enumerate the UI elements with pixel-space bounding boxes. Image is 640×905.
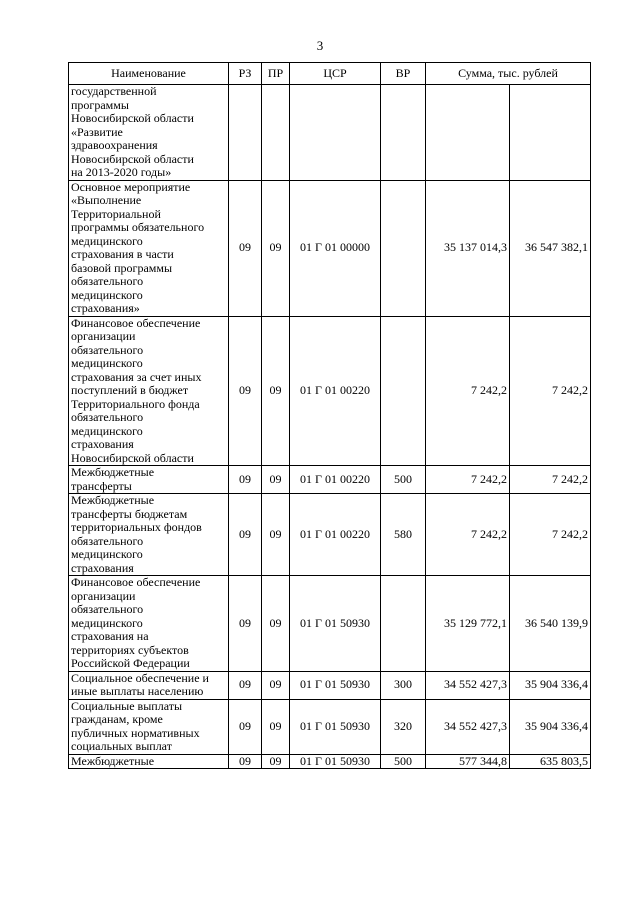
cell-name [69, 466, 229, 494]
cell-pr: 09 [262, 466, 290, 494]
cell-name-line: публичных нормативных [71, 725, 200, 740]
cell-name-line: трансферты [71, 478, 132, 493]
cell-name-line: Новосибирской области [71, 151, 194, 166]
cell-csr: 01 Г 01 00220 [290, 316, 381, 466]
page-number: 3 [316, 38, 324, 53]
cell-csr [290, 85, 381, 181]
cell-name-line: страхования на [71, 629, 149, 643]
cell-pr: 09 [262, 699, 290, 754]
cell-name-line: Основное мероприятие [71, 179, 191, 194]
cell-name-line: Межбюджетные [71, 465, 155, 479]
header-csr: ЦСР [290, 63, 381, 85]
cell-sum-first: 7 242,2 [426, 466, 510, 494]
cell-name-line: Межбюджетные [71, 753, 155, 768]
cell-rz: 09 [229, 494, 262, 576]
cell-sum-first: 577 344,8 [426, 754, 510, 769]
cell-sum-first [426, 85, 510, 181]
cell-sum-first: 34 552 427,3 [426, 699, 510, 754]
cell-name-line: программы обязательного [71, 220, 205, 234]
cell-name [69, 699, 229, 754]
cell-vr: 500 [381, 754, 426, 769]
cell-name-line: «Развитие [71, 124, 123, 139]
table-row [69, 316, 591, 466]
table-row [69, 180, 591, 316]
cell-csr: 01 Г 01 50930 [290, 754, 381, 769]
cell-pr: 09 [262, 754, 290, 769]
cell-name-line: страхования в части [71, 247, 174, 261]
cell-sum-first: 35 137 014,3 [426, 180, 510, 316]
table-row [69, 494, 591, 576]
cell-name-line: медицинского [71, 356, 143, 370]
table-row [69, 576, 591, 672]
cell-rz: 09 [229, 671, 262, 699]
cell-sum-first: 7 242,2 [426, 494, 510, 576]
cell-rz: 09 [229, 180, 262, 316]
cell-name-line: страхования» [71, 301, 140, 315]
cell-name-line: трансферты бюджетам [71, 506, 188, 521]
cell-vr [381, 316, 426, 466]
cell-name-line: «Выполнение [71, 193, 142, 207]
header-vr: ВР [381, 63, 426, 85]
cell-name [69, 85, 229, 181]
table-row [69, 754, 591, 769]
cell-name-line: медицинского [71, 233, 143, 248]
cell-sum-second: 36 540 139,9 [510, 576, 591, 672]
header-sum: Сумма, тыс. рублей [426, 63, 591, 85]
cell-pr [262, 85, 290, 181]
cell-csr: 01 Г 01 00000 [290, 180, 381, 316]
cell-pr: 09 [262, 180, 290, 316]
cell-name-line: Межбюджетные [71, 493, 155, 507]
cell-vr: 500 [381, 466, 426, 494]
cell-name-line: обязательного [71, 533, 144, 548]
cell-name-line: иные выплаты населению [71, 684, 204, 698]
cell-name-line: Новосибирской области [71, 111, 194, 125]
cell-sum-second: 635 803,5 [510, 754, 591, 769]
cell-vr: 580 [381, 494, 426, 576]
cell-pr: 09 [262, 494, 290, 576]
cell-name-line: медицинского [71, 423, 143, 438]
cell-name-line: на 2013-2020 годы» [71, 165, 172, 179]
table-row [69, 466, 591, 494]
cell-vr: 320 [381, 699, 426, 754]
cell-rz: 09 [229, 699, 262, 754]
cell-name-line: страхования [71, 560, 134, 575]
cell-rz [229, 85, 262, 181]
cell-name-line: Финансовое обеспечение [71, 575, 201, 589]
table-row [69, 671, 591, 699]
table-header-row [69, 63, 591, 85]
cell-vr [381, 180, 426, 316]
cell-name-line: территориях субъектов [71, 642, 189, 657]
cell-csr: 01 Г 01 00220 [290, 466, 381, 494]
table-row [69, 85, 591, 181]
cell-name-line: здравоохранения [71, 138, 158, 152]
cell-name-line: обязательного [71, 410, 144, 424]
table-row [69, 699, 591, 754]
cell-name-line: Российской Федерации [71, 656, 190, 670]
cell-name-line: Территориального фонда [71, 396, 200, 411]
cell-name-line: Социальное обеспечение и [71, 670, 209, 685]
cell-name-line: базовой программы [71, 260, 173, 275]
cell-sum-second: 35 904 336,4 [510, 699, 591, 754]
cell-pr: 09 [262, 671, 290, 699]
cell-sum-first: 35 129 772,1 [426, 576, 510, 672]
cell-name-line: организации [71, 329, 136, 343]
cell-name [69, 671, 229, 699]
cell-sum-second [510, 85, 591, 181]
cell-sum-second: 7 242,2 [510, 494, 591, 576]
cell-name [69, 576, 229, 672]
cell-name [69, 180, 229, 316]
cell-csr: 01 Г 01 50930 [290, 576, 381, 672]
cell-name-line: Социальные выплаты [71, 698, 183, 713]
cell-sum-second: 7 242,2 [510, 466, 591, 494]
cell-rz: 09 [229, 576, 262, 672]
cell-name-line: медицинского [71, 547, 143, 561]
cell-vr: 300 [381, 671, 426, 699]
cell-name [69, 316, 229, 466]
cell-sum-first: 34 552 427,3 [426, 671, 510, 699]
cell-name [69, 494, 229, 576]
cell-vr [381, 576, 426, 672]
budget-table [68, 62, 591, 769]
cell-name-line: страхования [71, 437, 134, 451]
cell-name-line: обязательного [71, 274, 144, 288]
cell-name-line: медицинского [71, 615, 143, 630]
cell-name-line: Территориальной [71, 206, 161, 221]
cell-name-line: поступлений в бюджет [71, 383, 189, 397]
cell-pr: 09 [262, 576, 290, 672]
cell-name-line: организации [71, 588, 136, 603]
cell-sum-second: 35 904 336,4 [510, 671, 591, 699]
cell-sum-first: 7 242,2 [426, 316, 510, 466]
cell-name-line: программы [71, 97, 129, 112]
cell-sum-second: 7 242,2 [510, 316, 591, 466]
cell-csr: 01 Г 01 50930 [290, 699, 381, 754]
cell-name-line: медицинского [71, 287, 143, 302]
cell-sum-second: 36 547 382,1 [510, 180, 591, 316]
cell-name-line: обязательного [71, 342, 144, 357]
header-pr: ПР [262, 63, 290, 85]
cell-name-line: Новосибирской области [71, 450, 194, 465]
cell-csr: 01 Г 01 50930 [290, 671, 381, 699]
table-body [69, 85, 591, 769]
header-rz: РЗ [229, 63, 262, 85]
cell-rz: 09 [229, 466, 262, 494]
cell-name-line: гражданам, кроме [71, 712, 163, 726]
cell-name-line: социальных выплат [71, 739, 172, 753]
header-name: Наименование [69, 63, 229, 85]
cell-name-line: страхования за счет иных [71, 369, 202, 384]
cell-rz: 09 [229, 754, 262, 769]
cell-name-line: государственной [71, 84, 157, 98]
cell-name [69, 754, 229, 769]
cell-name-line: Финансовое обеспечение [71, 315, 201, 330]
cell-pr: 09 [262, 316, 290, 466]
cell-csr: 01 Г 01 00220 [290, 494, 381, 576]
cell-vr [381, 85, 426, 181]
cell-rz: 09 [229, 316, 262, 466]
cell-name-line: обязательного [71, 602, 144, 616]
cell-name-line: территориальных фондов [71, 520, 202, 534]
